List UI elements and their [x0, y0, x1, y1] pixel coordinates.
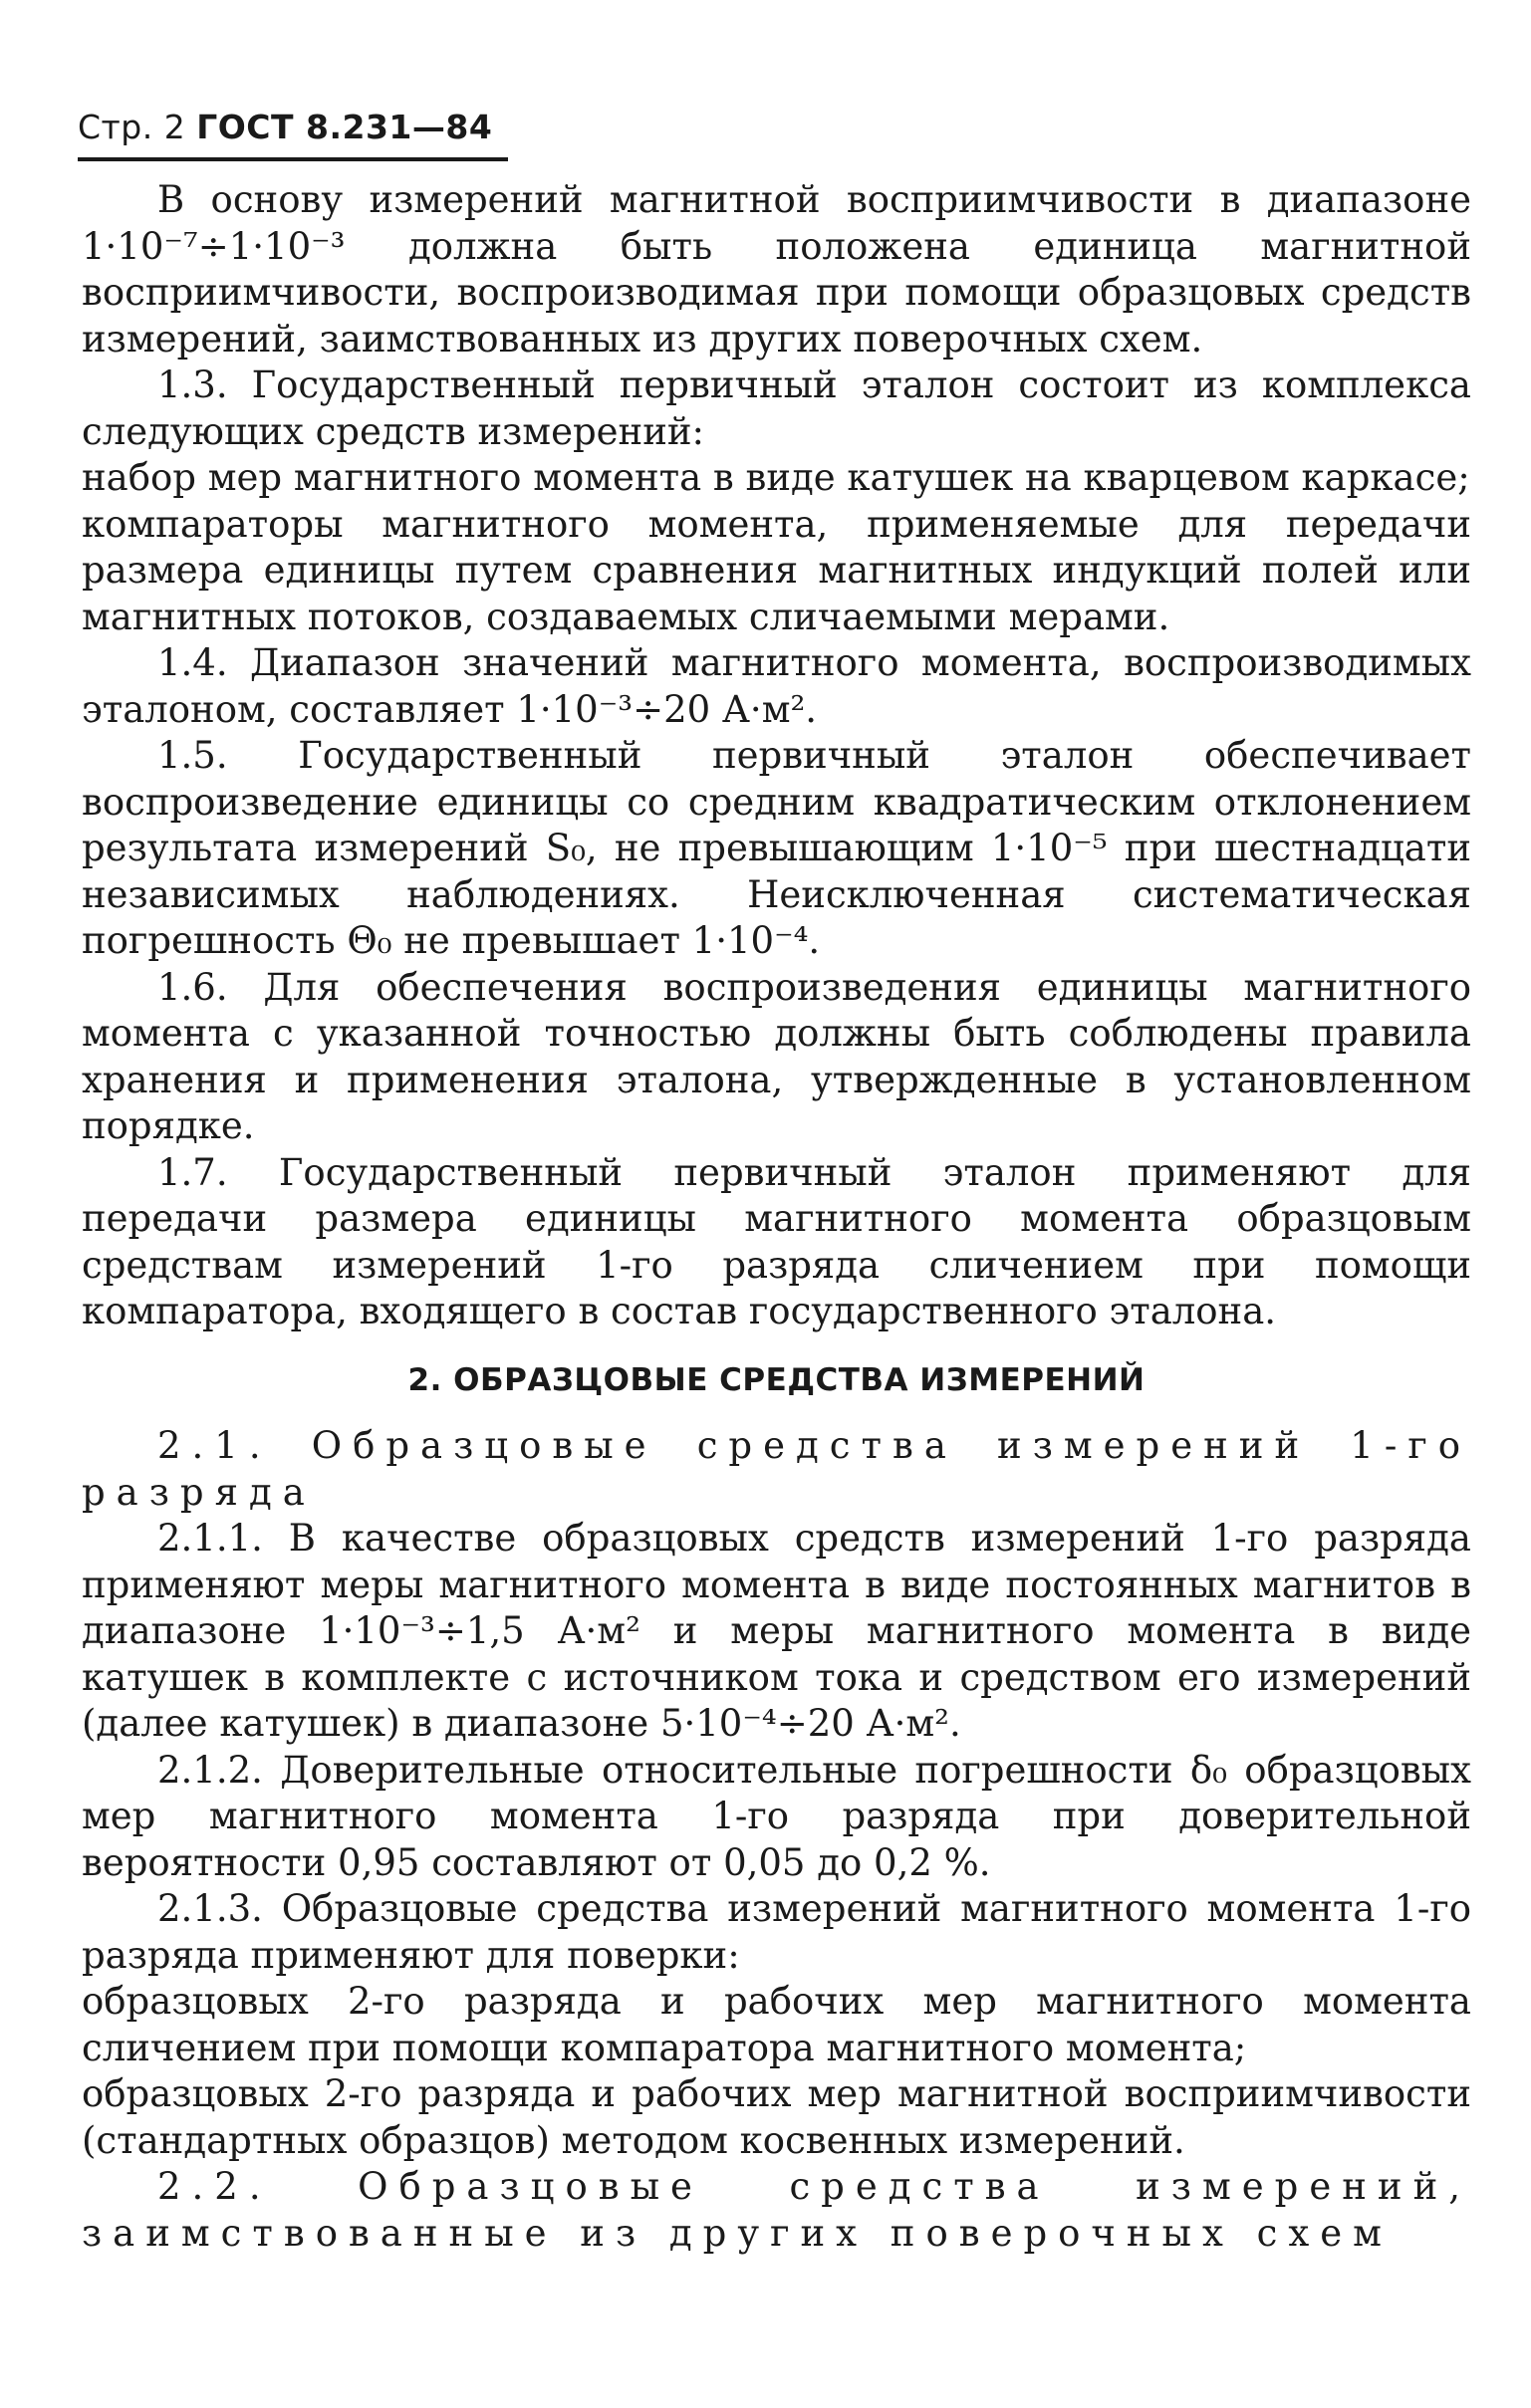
- document-code: ГОСТ 8.231—84: [196, 108, 493, 146]
- page-header: [78, 108, 492, 146]
- subsection-heading: 2.1. Образцовые средства измерений 1-го разряда: [82, 1424, 1471, 1514]
- paragraph: 1.3. Государственный первичный эталон состоит из комплекса следующих средств измерений:: [82, 363, 1471, 453]
- header-rule: [78, 157, 508, 161]
- paragraph: В основу измерений магнитной восприимчивости в диапазоне 1·10⁻⁷÷1·10⁻³ должна быть положена единица магнитной восприимчивости, воспроизводимая при помощи образцовых средств измерений, заимствованных из других поверочных схем.: [82, 178, 1471, 361]
- page-label: Стр. 2: [78, 108, 186, 146]
- paragraph: 2.1.1. В качестве образцовых средств измерений 1-го разряда применяют меры магнитного момента в виде постоянных магнитов в диапазоне 1·10⁻³÷1,5 А·м² и меры магнитного момента в виде катушек в комплекте с источником тока и средством его измерений (далее катушек) в диапазоне 5·10⁻⁴÷20 А·м².: [82, 1517, 1471, 1745]
- subsection-heading: 2.2. Образцовые средства измерений, заимствованные из других поверочных схем: [82, 2165, 1471, 2255]
- paragraph: 1.5. Государственный первичный эталон обеспечивает воспроизведение единицы со средним квадратическим отклонением результата измерений S₀, не превышающим 1·10⁻⁵ при шестнадцати независимых наблюдениях. Неисключенная систематическая погрешность Θ₀ не превышает 1·10⁻⁴.: [82, 734, 1471, 962]
- paragraph: образцовых 2-го разряда и рабочих мер магнитной восприимчивости (стандартных образцов) методом косвенных измерений.: [82, 2072, 1471, 2162]
- section-title: 2. ОБРАЗЦОВЫЕ СРЕДСТВА ИЗМЕРЕНИЙ: [407, 1361, 1146, 1398]
- paragraph: 1.6. Для обеспечения воспроизведения единицы магнитного момента с указанной точностью должны быть соблюдены правила хранения и применения эталона, утвержденные в установленном порядке.: [82, 965, 1471, 1147]
- paragraph: 2.1.2. Доверительные относительные погрешности δ₀ образцовых мер магнитного момента 1-го разряда при доверительной вероятности 0,95 составляют от 0,05 до 0,2 %.: [82, 1748, 1471, 1884]
- paragraph: набор мер магнитного момента в виде катушек на кварцевом каркасе;: [82, 456, 1470, 499]
- paragraph: образцовых 2-го разряда и рабочих мер магнитного момента сличением при помощи компаратора магнитного момента;: [82, 1980, 1471, 2069]
- paragraph: 1.7. Государственный первичный эталон применяют для передачи размера единицы магнитного момента образцовым средствам измерений 1-го разряда сличением при помощи компаратора, входящего в состав государственного эталона.: [82, 1150, 1471, 1332]
- document-body: [82, 177, 1471, 2257]
- paragraph: компараторы магнитного момента, применяемые для передачи размера единицы путем сравнения магнитных индукций полей или магнитных потоков, создаваемых сличаемыми мерами.: [82, 502, 1471, 638]
- paragraph: 1.4. Диапазон значений магнитного момента, воспроизводимых эталоном, составляет 1·10⁻³÷20 А·м².: [82, 641, 1471, 731]
- paragraph: 2.1.3. Образцовые средства измерений магнитного момента 1-го разряда применяют для поверки:: [82, 1887, 1471, 1977]
